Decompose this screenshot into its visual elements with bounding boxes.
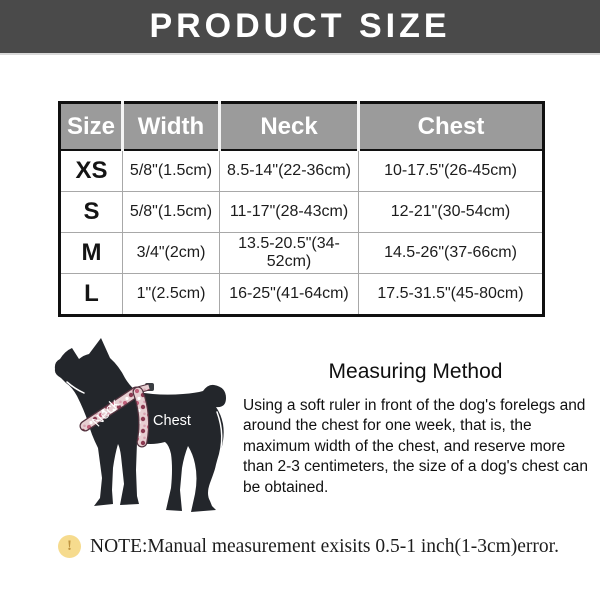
table-row-s	[60, 192, 544, 233]
column-header-neck: Neck	[220, 103, 359, 151]
table-row-l	[60, 274, 544, 316]
chest-value: 12-21"(30-54cm)	[359, 192, 544, 233]
note-row	[58, 535, 588, 558]
chest-value: 14.5-26"(37-66cm)	[359, 233, 544, 274]
dog-silhouette-icon	[38, 328, 262, 520]
size-value: XS	[60, 150, 123, 192]
measuring-method-title: Measuring Method	[328, 360, 503, 383]
table-row-xs	[60, 150, 544, 192]
table-row-m	[60, 233, 544, 274]
column-header-chest: Chest	[359, 103, 544, 151]
exclamation-icon	[58, 535, 81, 558]
exclamation-glyph: !	[67, 538, 72, 554]
size-value: M	[60, 233, 123, 274]
note-text: NOTE:Manual measurement exisits 0.5-1 inch(1-3cm)error.	[90, 535, 559, 557]
size-table	[58, 101, 545, 317]
width-value: 5/8"(1.5cm)	[123, 192, 220, 233]
chest-value: 17.5-31.5"(45-80cm)	[359, 274, 544, 316]
width-value: 1"(2.5cm)	[123, 274, 220, 316]
chest-value: 10-17.5"(26-45cm)	[359, 150, 544, 192]
column-header-size: Size	[60, 103, 123, 151]
neck-strap-label: Neck	[88, 395, 123, 430]
measuring-method-text: Using a soft ruler in front of the dog's forelegs and around the chest for one week, that is, the maximum width of the chest, and reserve more than 2-3 centimeters, the size of a dog's chest can be obtained.	[243, 397, 589, 496]
size-value: L	[60, 274, 123, 316]
neck-value: 13.5-20.5"(34-52cm)	[220, 233, 359, 274]
size-table-container	[58, 101, 545, 317]
neck-value: 16-25"(41-64cm)	[220, 274, 359, 316]
width-value: 5/8"(1.5cm)	[123, 150, 220, 192]
chest-strap-label: Chest	[153, 413, 191, 429]
page-title: PRODUCT SIZE	[149, 7, 451, 45]
dog-harness-diagram	[38, 328, 262, 520]
product-size-banner	[0, 0, 600, 55]
column-header-width: Width	[123, 103, 220, 151]
measuring-method-section	[243, 360, 588, 498]
neck-value: 11-17"(28-43cm)	[220, 192, 359, 233]
table-header-row	[60, 103, 544, 151]
neck-value: 8.5-14"(22-36cm)	[220, 150, 359, 192]
size-value: S	[60, 192, 123, 233]
width-value: 3/4"(2cm)	[123, 233, 220, 274]
